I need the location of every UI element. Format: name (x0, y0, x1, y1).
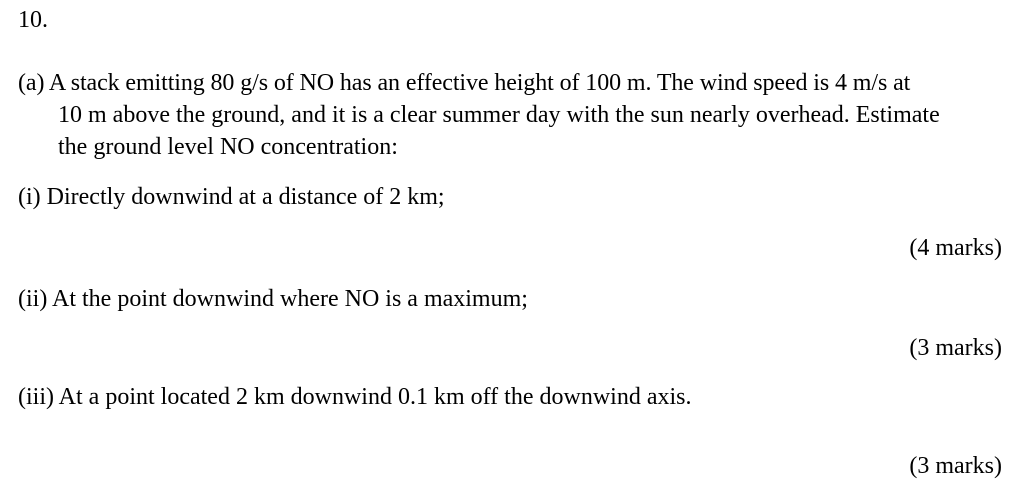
subpart-ii-text: (ii) At the point downwind where NO is a maximum; (18, 286, 528, 312)
subpart-i-marks: (4 marks) (909, 235, 1002, 261)
subpart-ii-marks: (3 marks) (909, 335, 1002, 361)
subpart-i-text: (i) Directly downwind at a distance of 2 km; (18, 184, 445, 210)
part-a-line-2: 10 m above the ground, and it is a clear summer day with the sun nearly overhead. Estimate (58, 102, 940, 128)
subpart-iii-marks: (3 marks) (909, 453, 1002, 479)
part-a-line-1: (a) A stack emitting 80 g/s of NO has an effective height of 100 m. The wind speed is 4 m/s at (18, 70, 911, 96)
subpart-iii-text: (iii) At a point located 2 km downwind 0.1 km off the downwind axis. (18, 384, 692, 410)
question-number: 10. (18, 7, 48, 33)
part-a-line-3: the ground level NO concentration: (58, 134, 398, 160)
